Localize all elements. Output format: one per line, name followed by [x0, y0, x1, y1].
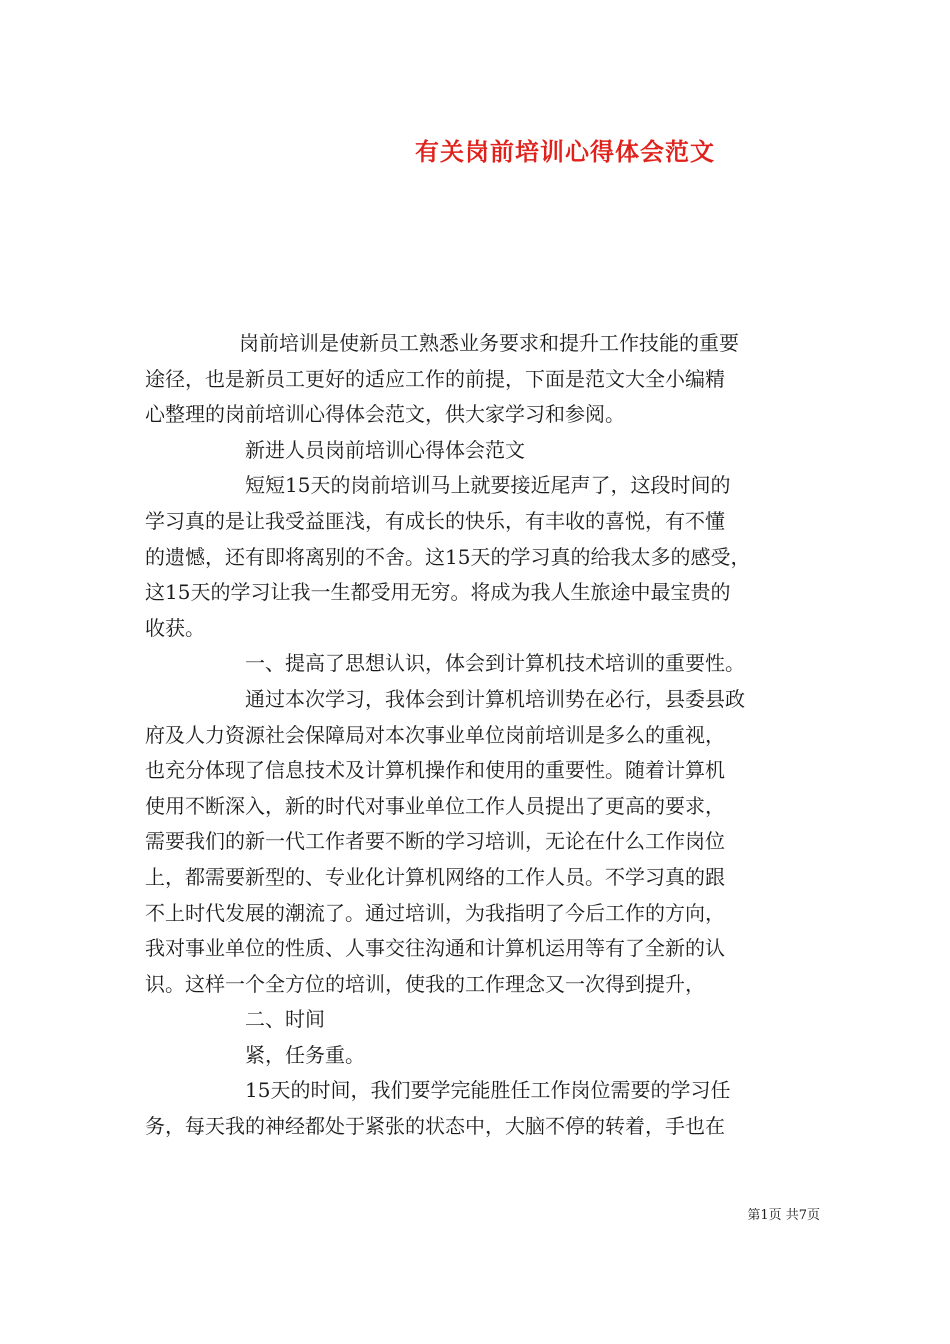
body-line: 心整理的岗前培训心得体会范文，供大家学习和参阅。	[145, 402, 625, 427]
body-line: 学习真的是让我受益匪浅，有成长的快乐，有丰收的喜悦，有不懂	[145, 508, 725, 533]
body-line: 上，都需要新型的、专业化计算机网络的工作人员。不学习真的跟	[145, 864, 725, 889]
section-heading: 一、提高了思想认识，体会到计算机技术培训的重要性。	[245, 651, 745, 676]
body-line: 识。这样一个全方位的培训，使我的工作理念又一次得到提升，	[145, 971, 705, 996]
body-line: 务，每天我的神经都处于紧张的状态中，大脑不停的转着，手也在	[145, 1114, 725, 1139]
body-line: 收获。	[145, 615, 205, 640]
body-line: 紧，任务重。	[245, 1042, 365, 1067]
body-line: 府及人力资源社会保障局对本次事业单位岗前培训是多么的重视，	[145, 722, 725, 747]
body-line: 的遗憾，还有即将离别的不舍。这15天的学习真的给我太多的感受，	[145, 544, 751, 569]
section-heading: 二、时间	[245, 1007, 325, 1032]
document-body	[145, 326, 820, 1145]
document-title: 有关岗前培训心得体会范文	[415, 137, 715, 166]
body-line: 我对事业单位的性质、人事交往沟通和计算机运用等有了全新的认	[145, 936, 725, 961]
section-heading: 新进人员岗前培训心得体会范文	[245, 437, 525, 462]
body-line: 短短15天的岗前培训马上就要接近尾声了，这段时间的	[245, 473, 731, 498]
body-line: 途径，也是新员工更好的适应工作的前提，下面是范文大全小编精	[145, 366, 725, 391]
page-number: 第1页 共7页	[747, 1208, 820, 1223]
body-line: 不上时代发展的潮流了。通过培训，为我指明了今后工作的方向，	[145, 900, 725, 925]
body-line: 这15天的学习让我一生都受用无穷。将成为我人生旅途中最宝贵的	[145, 580, 731, 605]
body-line: 岗前培训是使新员工熟悉业务要求和提升工作技能的重要	[239, 331, 739, 355]
body-line: 15天的时间，我们要学完能胜任工作岗位需要的学习任	[245, 1078, 731, 1103]
body-line: 使用不断深入，新的时代对事业单位工作人员提出了更高的要求，	[145, 793, 725, 818]
body-line: 需要我们的新一代工作者要不断的学习培训，无论在什么工作岗位	[145, 829, 725, 854]
body-line: 通过本次学习，我体会到计算机培训势在必行，县委县政	[245, 686, 745, 711]
body-line: 也充分体现了信息技术及计算机操作和使用的重要性。随着计算机	[145, 758, 725, 783]
